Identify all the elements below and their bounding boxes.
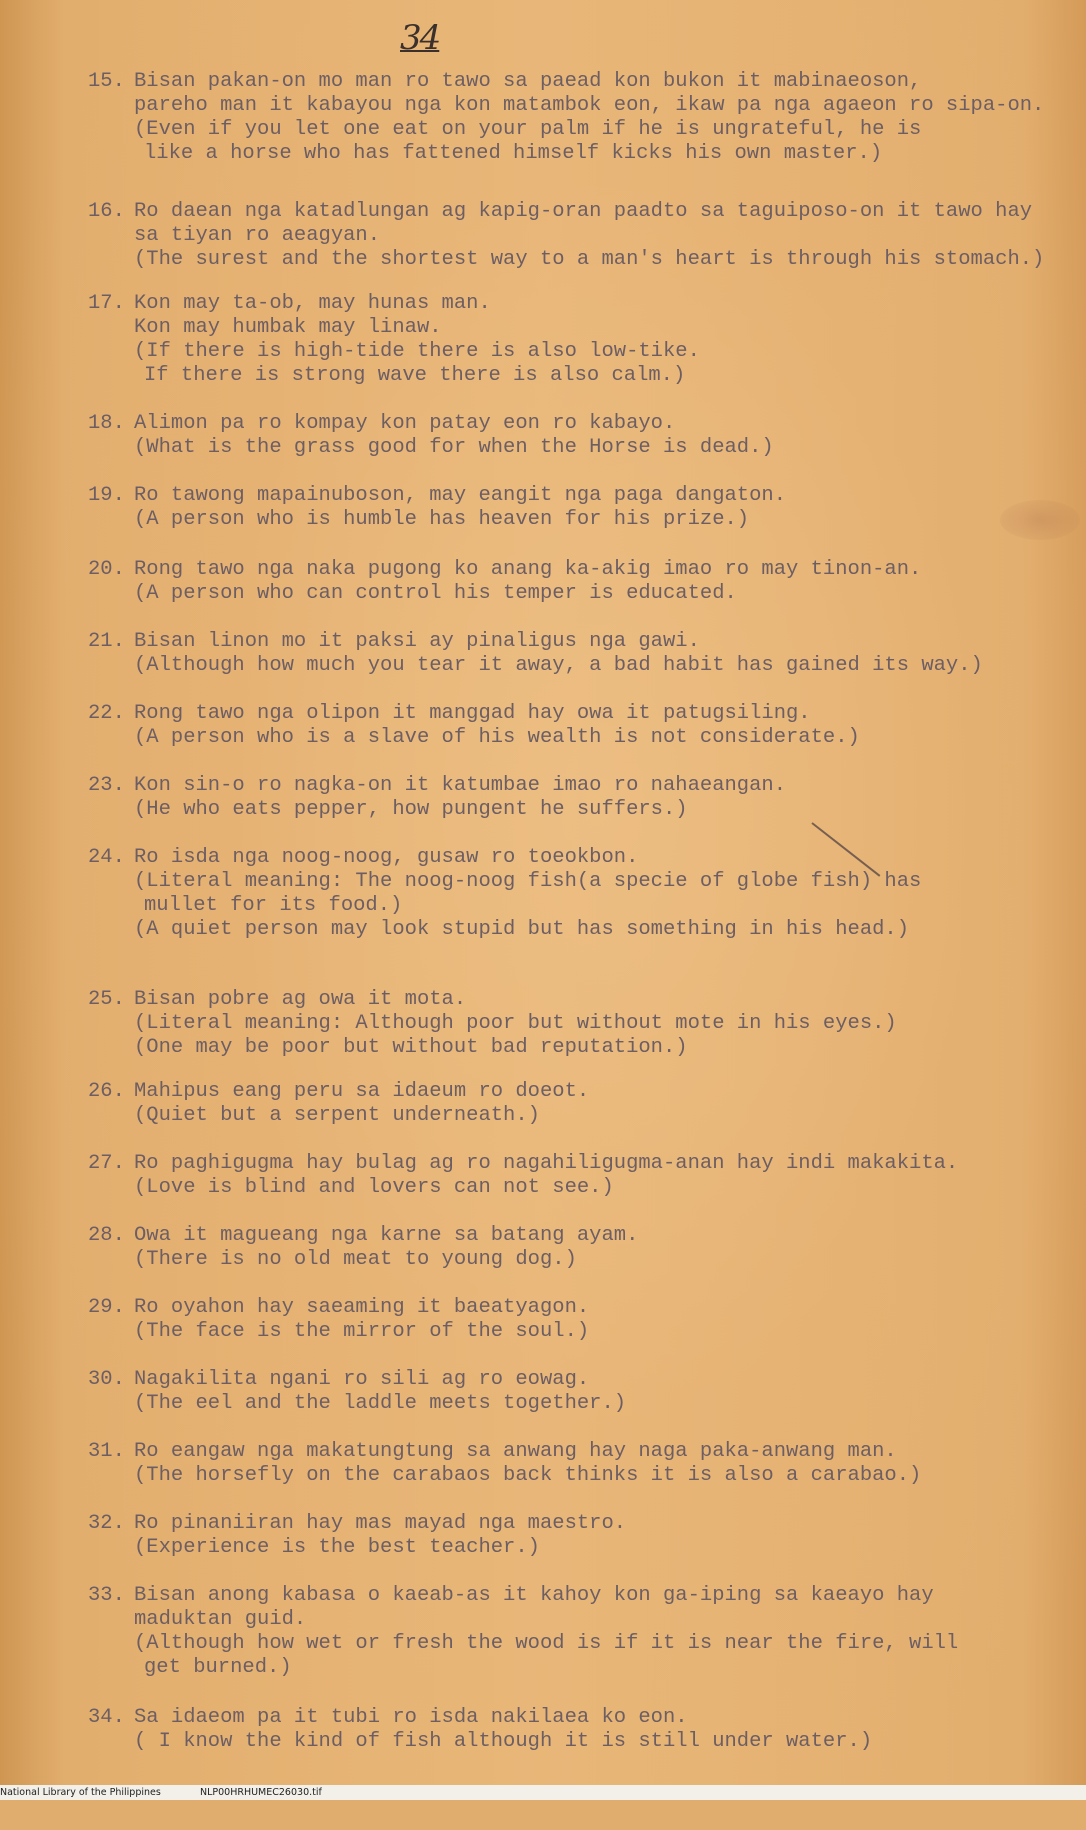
proverb-entry <box>88 292 1068 388</box>
proverb-entry <box>88 558 1068 606</box>
proverb-text: sa tiyan ro aeagyan. <box>134 224 381 247</box>
proverb-line <box>88 1464 1068 1488</box>
proverb-line <box>88 94 1068 118</box>
proverb-text: Kon sin-o ro nagka-on it katumbae imao ro nahaeangan. <box>134 774 787 797</box>
proverb-line <box>88 1392 1068 1416</box>
footer-source: National Library of the Philippines <box>0 1787 161 1798</box>
proverb-number: 28. <box>88 1224 125 1247</box>
proverb-line <box>88 798 1068 822</box>
proverb-number: 30. <box>88 1368 125 1391</box>
proverb-number: 21. <box>88 630 125 653</box>
proverb-text: get burned.) <box>144 1656 292 1679</box>
proverb-number: 33. <box>88 1584 125 1607</box>
proverb-entry <box>88 1296 1068 1344</box>
proverb-text: Bisan pobre ag owa it mota. <box>134 988 467 1011</box>
proverb-first-line <box>88 774 1068 798</box>
proverb-text: If there is strong wave there is also calm.) <box>144 364 686 387</box>
proverb-first-line <box>88 200 1068 224</box>
proverb-line <box>88 894 1068 918</box>
proverb-line <box>88 1536 1068 1560</box>
proverb-first-line <box>88 292 1068 316</box>
proverb-text: Bisan linon mo it paksi ay pinaligus nga gawi. <box>134 630 700 653</box>
proverb-first-line <box>88 1706 1068 1730</box>
proverb-text: Ro isda nga noog-noog, gusaw ro toeokbon. <box>134 846 639 869</box>
proverb-number: 19. <box>88 484 125 507</box>
proverb-entry <box>88 1584 1068 1680</box>
proverb-text: (A person who is humble has heaven for his prize.) <box>134 508 750 531</box>
proverb-number: 27. <box>88 1152 125 1175</box>
proverb-text: Ro tawong mapainuboson, may eangit nga paga dangaton. <box>134 484 787 507</box>
proverb-entry <box>88 988 1068 1060</box>
proverb-line <box>88 918 1068 942</box>
proverb-first-line <box>88 484 1068 508</box>
scan-footer <box>0 1785 1086 1800</box>
proverb-text: (A person who can control his temper is educated. <box>134 582 737 605</box>
proverb-text: (If there is high-tide there is also low-tike. <box>134 340 700 363</box>
proverb-line <box>88 340 1068 364</box>
proverb-text: like a horse who has fattened himself kicks his own master.) <box>144 142 883 165</box>
proverb-text: (A person who is a slave of his wealth is not considerate.) <box>134 726 860 749</box>
footer-filename: NLP00HRHUMEC26030.tif <box>200 1787 322 1798</box>
proverb-entry <box>88 484 1068 532</box>
proverb-line <box>88 364 1068 388</box>
proverb-text: (Experience is the best teacher.) <box>134 1536 540 1559</box>
proverb-text: Rong tawo nga olipon it manggad hay owa it patugsiling. <box>134 702 811 725</box>
proverb-first-line <box>88 1296 1068 1320</box>
proverb-entry <box>88 774 1068 822</box>
proverb-line <box>88 436 1068 460</box>
proverb-entry <box>88 702 1068 750</box>
proverb-entry <box>88 846 1068 942</box>
proverb-line <box>88 654 1068 678</box>
proverb-first-line <box>88 846 1068 870</box>
proverb-number: 26. <box>88 1080 125 1103</box>
proverb-text: (The face is the mirror of the soul.) <box>134 1320 590 1343</box>
proverb-text: Bisan pakan-on mo man ro tawo sa paead kon bukon it mabinaeoson, <box>134 70 922 93</box>
proverb-text: (The horsefly on the carabaos back thinks it is also a carabao.) <box>134 1464 922 1487</box>
proverb-number: 18. <box>88 412 125 435</box>
proverb-line <box>88 582 1068 606</box>
proverb-text: (A quiet person may look stupid but has something in his head.) <box>134 918 910 941</box>
proverb-text: Ro eangaw nga makatungtung sa anwang hay naga paka-anwang man. <box>134 1440 897 1463</box>
proverb-number: 22. <box>88 702 125 725</box>
proverb-text: (Even if you let one eat on your palm if he is ungrateful, he is <box>134 118 922 141</box>
proverb-line <box>88 726 1068 750</box>
proverb-text: Ro oyahon hay saeaming it baeatyagon. <box>134 1296 590 1319</box>
proverb-line <box>88 1320 1068 1344</box>
proverb-text: ( I know the kind of fish although it is still under water.) <box>134 1730 873 1753</box>
proverb-entry <box>88 1224 1068 1272</box>
proverb-entry <box>88 1706 1068 1754</box>
proverb-number: 17. <box>88 292 125 315</box>
proverb-text: (One may be poor but without bad reputation.) <box>134 1036 688 1059</box>
proverb-line <box>88 1012 1068 1036</box>
proverb-text: Ro daean nga katadlungan ag kapig-oran paadto sa taguiposo-on it tawo hay <box>134 200 1033 223</box>
proverb-text: (Love is blind and lovers can not see.) <box>134 1176 614 1199</box>
proverb-entry <box>88 1080 1068 1128</box>
proverb-text: (Literal meaning: The noog-noog fish(a specie of globe fish) has <box>134 870 922 893</box>
proverb-text: maduktan guid. <box>134 1608 307 1631</box>
proverb-first-line <box>88 1584 1068 1608</box>
proverb-text: Sa idaeom pa it tubi ro isda nakilaea ko eon. <box>134 1706 688 1729</box>
proverb-line <box>88 1730 1068 1754</box>
proverb-entry <box>88 630 1068 678</box>
proverb-text: mullet for its food.) <box>144 894 403 917</box>
proverb-first-line <box>88 630 1068 654</box>
proverb-line <box>88 316 1068 340</box>
proverb-first-line <box>88 988 1068 1012</box>
proverb-entry <box>88 1368 1068 1416</box>
proverb-text: Bisan anong kabasa o kaeab-as it kahoy kon ga-iping sa kaeayo hay <box>134 1584 934 1607</box>
proverb-number: 16. <box>88 200 125 223</box>
proverb-number: 20. <box>88 558 125 581</box>
proverb-first-line <box>88 1368 1068 1392</box>
proverb-text: (Although how wet or fresh the wood is if it is near the fire, will <box>134 1632 959 1655</box>
proverb-text: Ro pinaniiran hay mas mayad nga maestro. <box>134 1512 627 1535</box>
proverb-line <box>88 1608 1068 1632</box>
proverb-line <box>88 1176 1068 1200</box>
proverb-text: (Literal meaning: Although poor but without mote in his eyes.) <box>134 1012 897 1035</box>
proverb-line <box>88 1656 1068 1680</box>
proverb-first-line <box>88 70 1068 94</box>
proverb-number: 34. <box>88 1706 125 1729</box>
proverb-entry <box>88 412 1068 460</box>
proverb-line <box>88 118 1068 142</box>
proverb-line <box>88 1036 1068 1060</box>
proverb-text: (What is the grass good for when the Horse is dead.) <box>134 436 774 459</box>
proverb-text: Mahipus eang peru sa idaeum ro doeot. <box>134 1080 590 1103</box>
proverb-line <box>88 1104 1068 1128</box>
proverb-entry <box>88 1152 1068 1200</box>
proverb-line <box>88 870 1068 894</box>
proverb-text: Rong tawo nga naka pugong ko anang ka-akig imao ro may tinon-an. <box>134 558 922 581</box>
proverb-number: 23. <box>88 774 125 797</box>
proverb-text: Nagakilita ngani ro sili ag ro eowag. <box>134 1368 590 1391</box>
proverb-line <box>88 248 1068 272</box>
proverb-entry <box>88 1512 1068 1560</box>
proverb-first-line <box>88 1224 1068 1248</box>
proverb-line <box>88 224 1068 248</box>
proverb-line <box>88 1632 1068 1656</box>
proverb-number: 31. <box>88 1440 125 1463</box>
proverb-text: (The surest and the shortest way to a man's heart is through his stomach.) <box>134 248 1045 271</box>
proverb-first-line <box>88 1080 1068 1104</box>
proverb-first-line <box>88 412 1068 436</box>
proverb-text: pareho man it kabayou nga kon matambok eon, ikaw pa nga agaeon ro sipa-on. <box>134 94 1045 117</box>
proverb-number: 32. <box>88 1512 125 1535</box>
proverb-text: (Although how much you tear it away, a bad habit has gained its way.) <box>134 654 983 677</box>
proverb-number: 25. <box>88 988 125 1011</box>
proverb-text: (He who eats pepper, how pungent he suffers.) <box>134 798 688 821</box>
proverb-line <box>88 1248 1068 1272</box>
proverb-first-line <box>88 558 1068 582</box>
proverb-number: 29. <box>88 1296 125 1319</box>
proverb-entry <box>88 70 1068 166</box>
proverb-number: 15. <box>88 70 125 93</box>
proverb-text: Kon may humbak may linaw. <box>134 316 442 339</box>
proverb-line <box>88 508 1068 532</box>
proverb-text: Kon may ta-ob, may hunas man. <box>134 292 491 315</box>
proverb-first-line <box>88 1152 1068 1176</box>
proverb-entry <box>88 200 1068 272</box>
proverb-entry <box>88 1440 1068 1488</box>
proverb-text: (The eel and the laddle meets together.) <box>134 1392 627 1415</box>
proverb-number: 24. <box>88 846 125 869</box>
proverb-text: Owa it magueang nga karne sa batang ayam. <box>134 1224 639 1247</box>
proverb-first-line <box>88 1440 1068 1464</box>
page-number: 34 <box>400 18 440 58</box>
proverb-line <box>88 142 1068 166</box>
proverb-text: Alimon pa ro kompay kon patay eon ro kabayo. <box>134 412 676 435</box>
proverb-text: Ro paghigugma hay bulag ag ro nagahiligugma-anan hay indi makakita. <box>134 1152 959 1175</box>
proverb-text: (There is no old meat to young dog.) <box>134 1248 577 1271</box>
proverb-first-line <box>88 702 1068 726</box>
proverb-text: (Quiet but a serpent underneath.) <box>134 1104 540 1127</box>
proverb-first-line <box>88 1512 1068 1536</box>
